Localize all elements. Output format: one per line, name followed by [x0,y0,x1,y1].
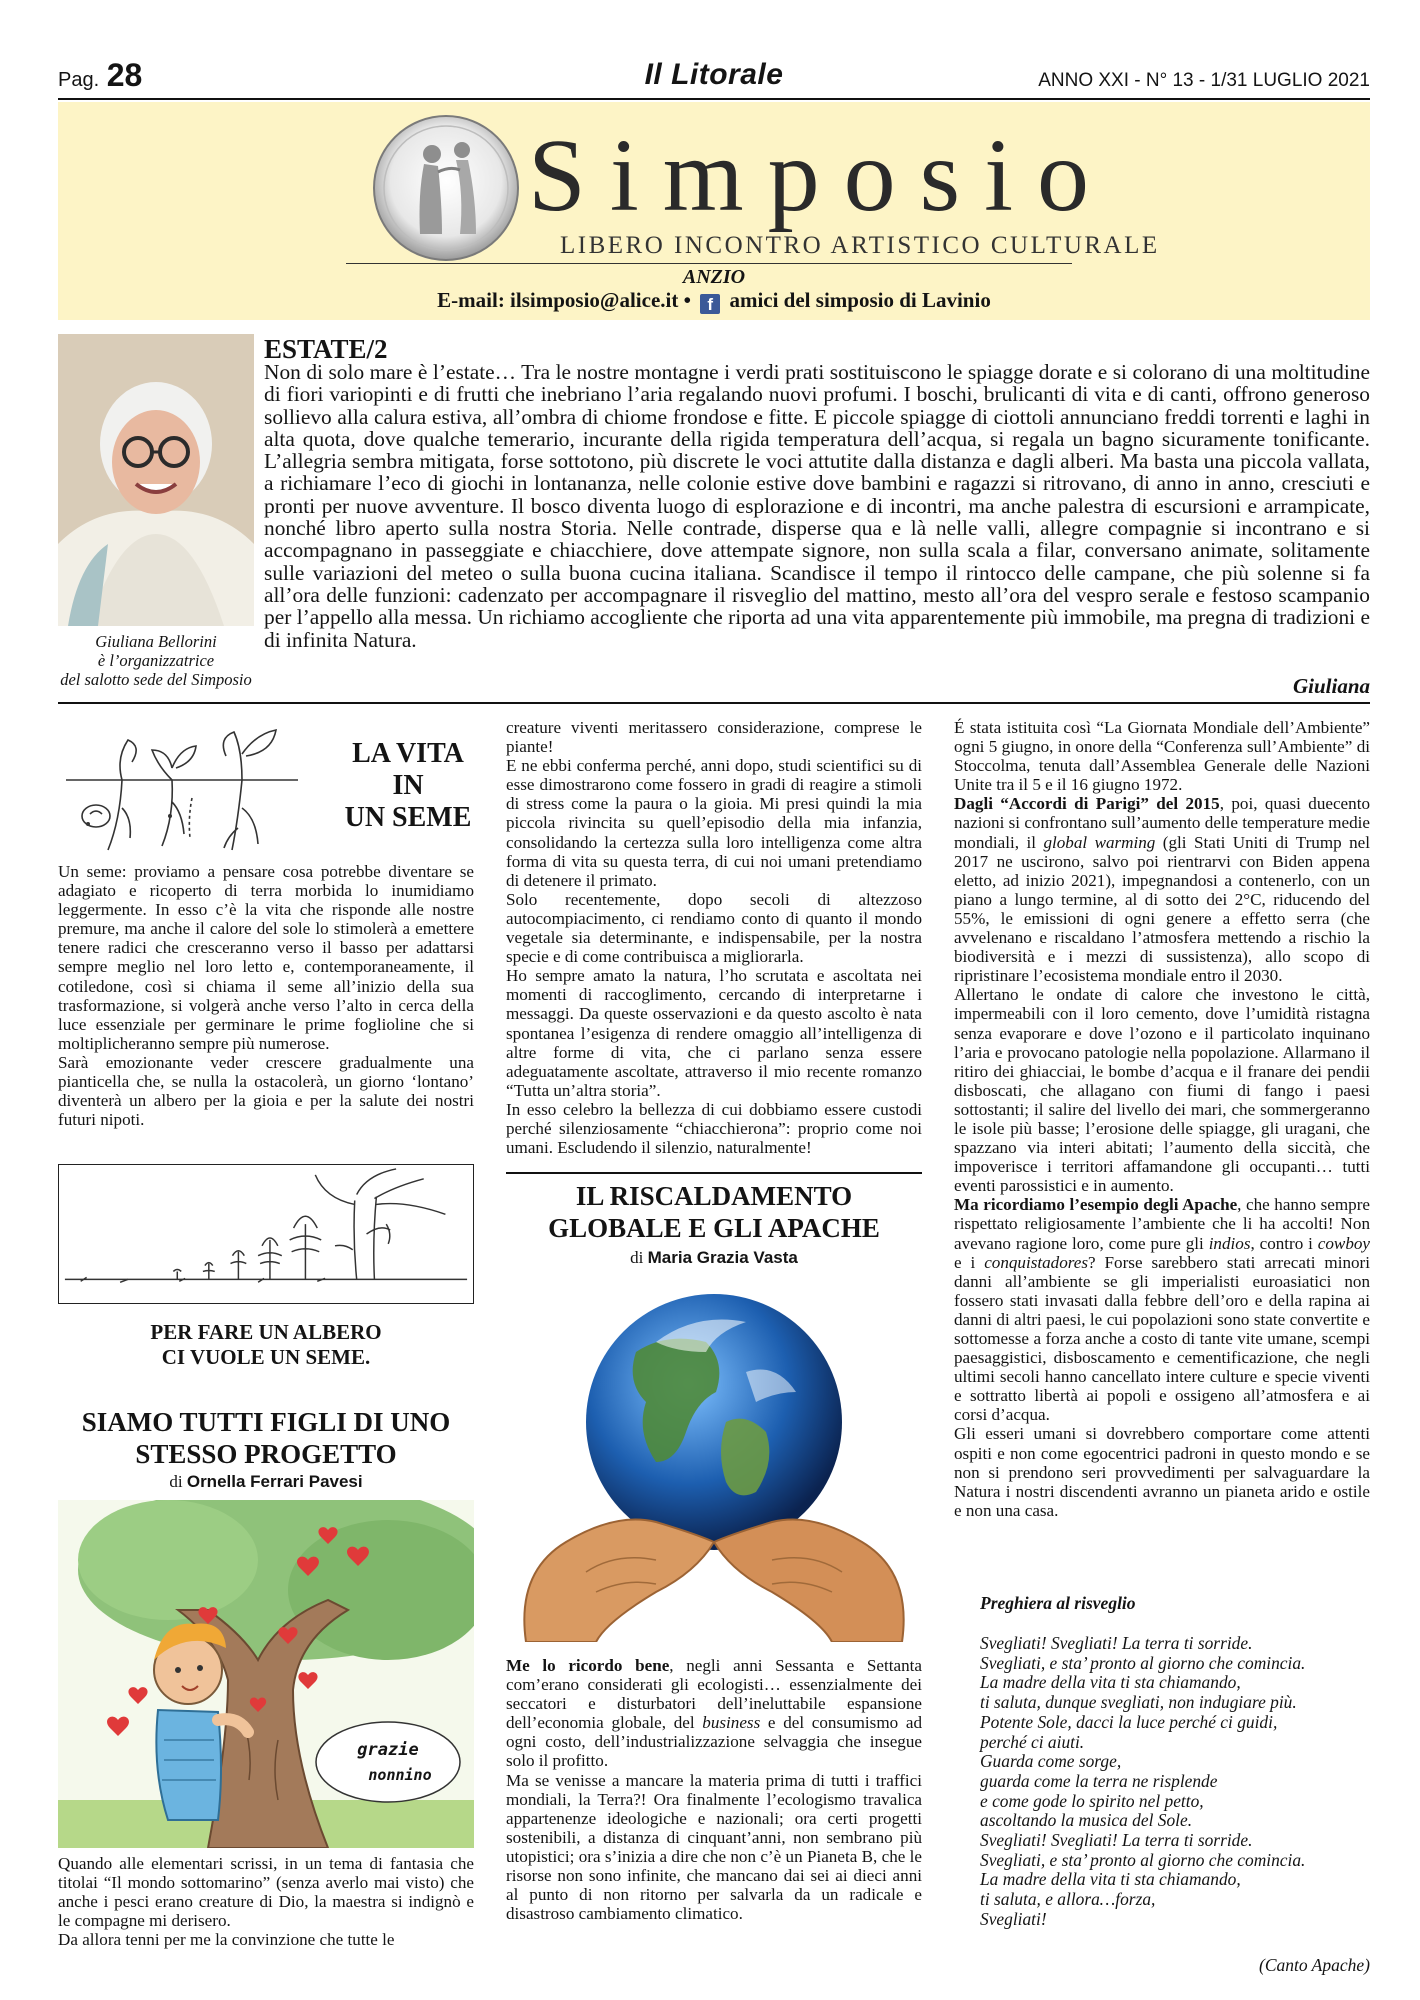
paragraph: In esso celebro la bellezza di cui dobbiamo essere custodi perché silenziosamente “chiacchierona”: proprio come noi umani. Escludendo il silenzio, naturalmente! [506,1099,922,1158]
facebook-icon: f [700,294,720,314]
section-rule [506,1172,922,1174]
poem-line: Svegliati, e sta’ pronto al giorno che comincia. [980,1652,1306,1673]
title-line: LA VITA [352,738,464,769]
caption-line: CI VUOLE UN SEME. [161,1345,371,1369]
facebook-page[interactable]: amici del simposio di Lavinio [729,288,991,312]
article-title-riscaldamento [506,1180,922,1244]
poem-lines [980,1634,1370,1930]
masthead-city: ANZIO [682,266,746,288]
cameo-logo [372,114,520,262]
poem-line: ti saluta, dunque svegliati, non indugiare più. [980,1692,1297,1713]
text-run: indios [1208,1233,1251,1253]
poem-line: Svegliati! Svegliati! La terra ti sorride. [980,1633,1253,1653]
article-title-estate: ESTATE/2 [264,334,388,364]
caption-line: PER FARE UN ALBERO [150,1320,382,1344]
top-rule [58,98,1370,100]
article-title-siamo [58,1406,474,1470]
byline [58,1472,474,1492]
article-body-siamo [58,1854,474,1949]
paragraph: Ma se venisse a mancare la materia prima di tutti i traffici mondiali, la Terra?! Ora finalmente l’ecologismo travalica appartenenze ideologiche e nazionali; ora certi progetti sostenibili, a distanza di cinquant’anni, non sembrano più utopistici; ora s’inizia a dire che non c’è un Pianeta B, che le risorse non sono infinite, che mancano dai sei ai dieci anni al punto di non ritorno per salvarla da un radicale e disastroso cambiamento climatico. [506,1770,922,1924]
poem-line: ascoltando la musica del Sole. [980,1810,1193,1831]
poem-line: guarda come la terra ne risplende [980,1770,1218,1791]
poem-line: ti saluta, e allora…forza, [980,1889,1156,1910]
title-line: IL RISCALDAMENTO [575,1181,853,1211]
lead-text: Ma ricordiamo l’esempio degli Apache [954,1195,1238,1215]
poem-line: Guarda come sorge, [980,1751,1122,1772]
author-name: Maria Grazia Vasta [647,1248,798,1267]
poem-line: Svegliati, e sta’ pronto al giorno che comincia. [980,1849,1306,1870]
issue-info: ANNO XXI - N° 13 - 1/31 LUGLIO 2021 [1038,70,1370,91]
tree-growth-drawing [58,1164,474,1304]
article-body-estate: Non di solo mare è l’estate… Tra le nostre montagne i verdi prati sostituiscono le spiagge dorate e si colorano di una moltitudine di fiori variopinti e di frutti che inebriano l’aria regalando nuovi profumi. I boschi, brulicanti di vita e di canti, offrono generoso sollievo alla calura estiva, all’ombra di chiome frondose e fitte. E piccole spiagge di ciottoli annunciano freddi torrenti e laghi in alta quota, dove qualche temerario, incurante della rigida temperatura dell’acqua, si regala un bagno sicuramente tonificante. L’allegria sembra mitigata, forse sottotono, più discrete le voci attutite dalla distanza e dagli alberi. Ma basta una piccola vallata, a richiamare l’eco di giochi in lontananza, nelle colonie estive dove bambini e ragazzi si ritrovano, di anno in anno, cresciuti e pronti per nuove avventure. Il bosco diventa luogo di esplorazione e di incontri, ma anche palestra di escursioni e arrampicate, nonché libro aperto sulla nostra Storia. Nelle contrade, disperse qua e là nelle valli, allegre compagnie si incontrano e si accompagnano in passeggiate e chiacchiere, dove attempate signore, non sulla scala a filar, conversano animate, solitamente sulle variazioni del meteo o sulla buona cucina italiana. Scandisce il tempo il rintocco delle campane, che più solenne si fa all’ora delle funzioni: cadenzato per accompagnare il risveglio del mattino, mesto all’ora del vespro serale e festoso scampanio per l’appello alla messa. Un richiamo accogliente che riporta ad una vita apparentemente più immobile, ma pregna di tradizioni e di infinita Natura. [264,360,1370,652]
byline [506,1248,922,1268]
article-body-lavita [58,862,474,1129]
masthead-contact [58,288,1370,314]
article-signature: Giuliana [1292,674,1370,698]
globe-in-hands-illustration [506,1272,922,1642]
seed-drawing [62,718,302,858]
caption-line: Giuliana Bellorini [95,632,217,651]
poem-title: Preghiera al risveglio [980,1593,1136,1613]
poem-line: La madre della vita ti sta chiamando, [980,1672,1241,1693]
text-run: , che hanno sempre rispettato religiosamente l’ambiente che li ha accolti! Non avevano ragione loro, come pure gli [954,1195,1370,1253]
paragraph: Quando alle elementari scrissi, in un tema di fantasia che titolai “Il mondo sottomarino” (senza averlo mai visto) che anche i pesci erano creature di Dio, la maestra si indignò e le compagne mi derisero. [58,1854,474,1931]
title-line: STESSO PROGETTO [135,1439,397,1469]
paragraph: É stata istituita così “La Giornata Mondiale dell’Ambiente” ogni 5 giugno, in onore della “Conferenza sull’Ambiente” di Stoccolma, tenuta dall’Assemblea Generale delle Nazioni Unite tra il 5 e il 16 giugno 1972. [954,718,1370,795]
title-line: IN [392,770,424,801]
text-run: e i [954,1252,985,1272]
paragraph: Allertano le ondate di calore che investono le città, impermeabili con il loro cemento, dove l’umidità ristagna senza evaporare e dove l’ozono e il particolato inquinano l’aria e provocano patologie nella popolazione. Allarmano il ritiro dei ghiacciai, le bombe d’acqua e il franare dei pendii disboscati, che allagano con fiumi di fango i paesi sottostanti; il salire del livello dei mari, che sommergeranno le isole più basse; l’erosione delle spiagge, gli uragani, che spazzano via interi abitati; l’aumento della siccità, che impoverisce i territori affamandone gli occupanti… tutti eventi parossistici e in aumento. [954,985,1370,1196]
illustration-graphic [58,1500,474,1848]
author-name: Ornella Ferrari Pavesi [186,1472,363,1491]
paragraph: Sarà emozionante veder crescere gradualmente una pianticella che, se nulla la ostacolerà, un giorno ‘lontano’ diventerà un albero per la gioia e per la salute dei nostri futuri nipoti. [58,1052,474,1130]
portrait-caption [56,632,256,689]
caption-line: del salotto sede del Simposio [60,670,252,689]
title-line: GLOBALE E GLI APACHE [548,1213,880,1243]
article-body-riscaldamento [506,1656,922,1923]
text-run: global warming [1043,832,1156,852]
section-title: Simposio [528,118,1113,233]
byline-prefix: di [630,1248,644,1267]
paragraph: Solo recentemente, dopo secoli di altezzoso autocompiacimento, ci rendiamo conto di quanto il mondo vegetale sia determinante, e indispensabile, per la nostra specie e di come contribuisca a migliorarla. [506,889,922,967]
byline-prefix: di [169,1472,183,1491]
text-run: , negli anni Sessanta e Settanta com’erano considerati gli ecologisti… essenzialmente dei seccatori e disturbatori dell’ineluttabile espansione dell’economia globale, del [506,1656,922,1733]
newspaper-name: Il Litorale [644,58,784,91]
lead-text: Me lo ricordo bene [506,1656,670,1675]
poem-line: Svegliati! [980,1908,1047,1929]
article-body-riscaldamento-continued [954,718,1370,1520]
poem-line: perché ci aiuti. [980,1731,1085,1752]
text-run: (gli Stati Uniti di Trump nel 2017 ne uscirono, salvo poi rientrarvi con Biden appena eletto, ad inizio 2021), impegnandosi a contenerlo, con un piano a lungo termine, al di sotto dei 2°C, riducendo del 55%, le emissioni di ogni genere a effetto serra (che avvelenano e riscaldano l’atmosfera mettendo a rischio la biodiversità e i mezzi di sussistenza), allo scopo di ripristinare l’ecosistema mondiale entro il 2030. [954,832,1371,986]
poem-line: e come gode lo spirito nel petto, [980,1790,1204,1811]
text-run: , poi, quasi duecento nazioni si confrontano sull’aumento delle temperature medie mondiali, il [954,794,1370,852]
section-rule [58,702,1370,704]
text-run: e del consumismo ad ogni costo, dell’industrializzazione selvaggia che insegue solo il profitto. [506,1713,922,1771]
paragraph: E ne ebbi conferma perché, anni dopo, studi scientifici su di esse dimostrarono come fossero in gradi di reagire a stimoli di stress come la paura o la gioia. Mi presi quindi la mia piccola rivincita su quell’episodio della mia infanzia, consolidando la certezza sulla loro intelligenza come altra forma di vita su questa terra, di cui noi umani pretendiamo di detenere il primato. [506,756,922,890]
paragraph: Gli esseri umani si dovrebbero comportare come attenti ospiti e non come egocentrici padroni in questo mondo e se non si prendono seri provvedimenti per salvaguardare la Natura i nostri discendenti avranno un pianeta arido e ostile e non una casa. [954,1424,1370,1520]
text-run: cowboy [1317,1233,1371,1253]
caption-line: è l’organizzatrice [97,651,215,670]
masthead [58,102,1370,320]
tree-caption [58,1320,474,1370]
paragraph [506,1656,922,1771]
text-run: ? Forse sarebbero stati arrecati minori danni all’ambiente se gli imperialisti euroasiatici non fossero stati invasati dalla febbre dell’oro e della rapina ai danni di altri paesi, le cui popolazioni sono state convertite e sottomesse a forza anche a costo di tante vite umane, scempi paesaggistici, disboscamento e cementificazione, che negli ultimi secoli hanno cancellato intere culture e specie viventi e sottratto libertà ai popoli e ossigeno all’atmosfera e ai corsi d’acqua. [954,1252,1370,1425]
poem-line: La madre della vita ti sta chiamando, [980,1869,1241,1890]
paragraph [954,1195,1370,1424]
top-bar [58,56,1370,96]
title-line: SIAMO TUTTI FIGLI DI UNO [81,1407,451,1437]
child-hugging-tree-illustration [58,1500,474,1848]
illustration-text: grazie [357,1740,419,1760]
text-run: conquistadores [984,1252,1089,1272]
section-subtitle: LIBERO INCONTRO ARTISTICO CULTURALE [560,232,1160,259]
paragraph [954,794,1370,985]
poem-source: (Canto Apache) [1259,1955,1370,1975]
page-number: Pag. 28 [58,57,143,93]
poem-line: Potente Sole, dacci la luce perché ci guidi, [980,1711,1278,1732]
text-run: business [702,1713,761,1733]
text-run: , contro i [1250,1233,1318,1253]
title-line: UN SEME [344,802,472,833]
paragraph: creature viventi meritassero considerazione, comprese le piante! [506,718,922,757]
poem-line: Svegliati! Svegliati! La terra ti sorride. [980,1830,1253,1851]
article-body-siamo-continued [506,718,922,1157]
masthead-rule [346,263,1072,264]
portrait-photo [58,334,254,626]
paragraph: Un seme: proviamo a pensare cosa potrebbe diventare se adagiato e ricoperto di terra morbida lo inumidiamo leggermente. In esso c’è la vita che risponde alle nostre premure, ma anche il calore del sole lo stimolerà a emettere tenere radici che cresceranno verso il basso per adattarsi sempre meglio nel loro letto e, contemporaneamente, il cotiledone, così si chiama il seme all’inizio della sua trasformazione, si volgerà anche verso l’alto in cerca della luce essenziale per germinare le prime foglioline che si moltiplicheranno sempre più numerose. [58,862,474,1053]
paragraph: Ho sempre amato la natura, l’ho scrutata e ascoltata nei momenti di raccoglimento, cercando di interpretarne i messaggi. Da queste osservazioni e da questo ascolto è nata spontanea l’esigenza di rendere omaggio all’intelligenza di altre forme di vita, che ci parlano senza essere adeguatamente ascoltate, attraverso il mio recente romanzo “Tutta un’altra storia”. [506,966,922,1100]
email-address[interactable]: E-mail: ilsimposio@alice.it • [437,288,691,312]
article-title-lavita [308,738,508,834]
lead-text: Dagli “Accordi di Parigi” del 2015 [954,794,1220,814]
paragraph: Da allora tenni per me la convinzione che tutte le [58,1930,395,1950]
illustration-text: nonnino [368,1766,432,1784]
